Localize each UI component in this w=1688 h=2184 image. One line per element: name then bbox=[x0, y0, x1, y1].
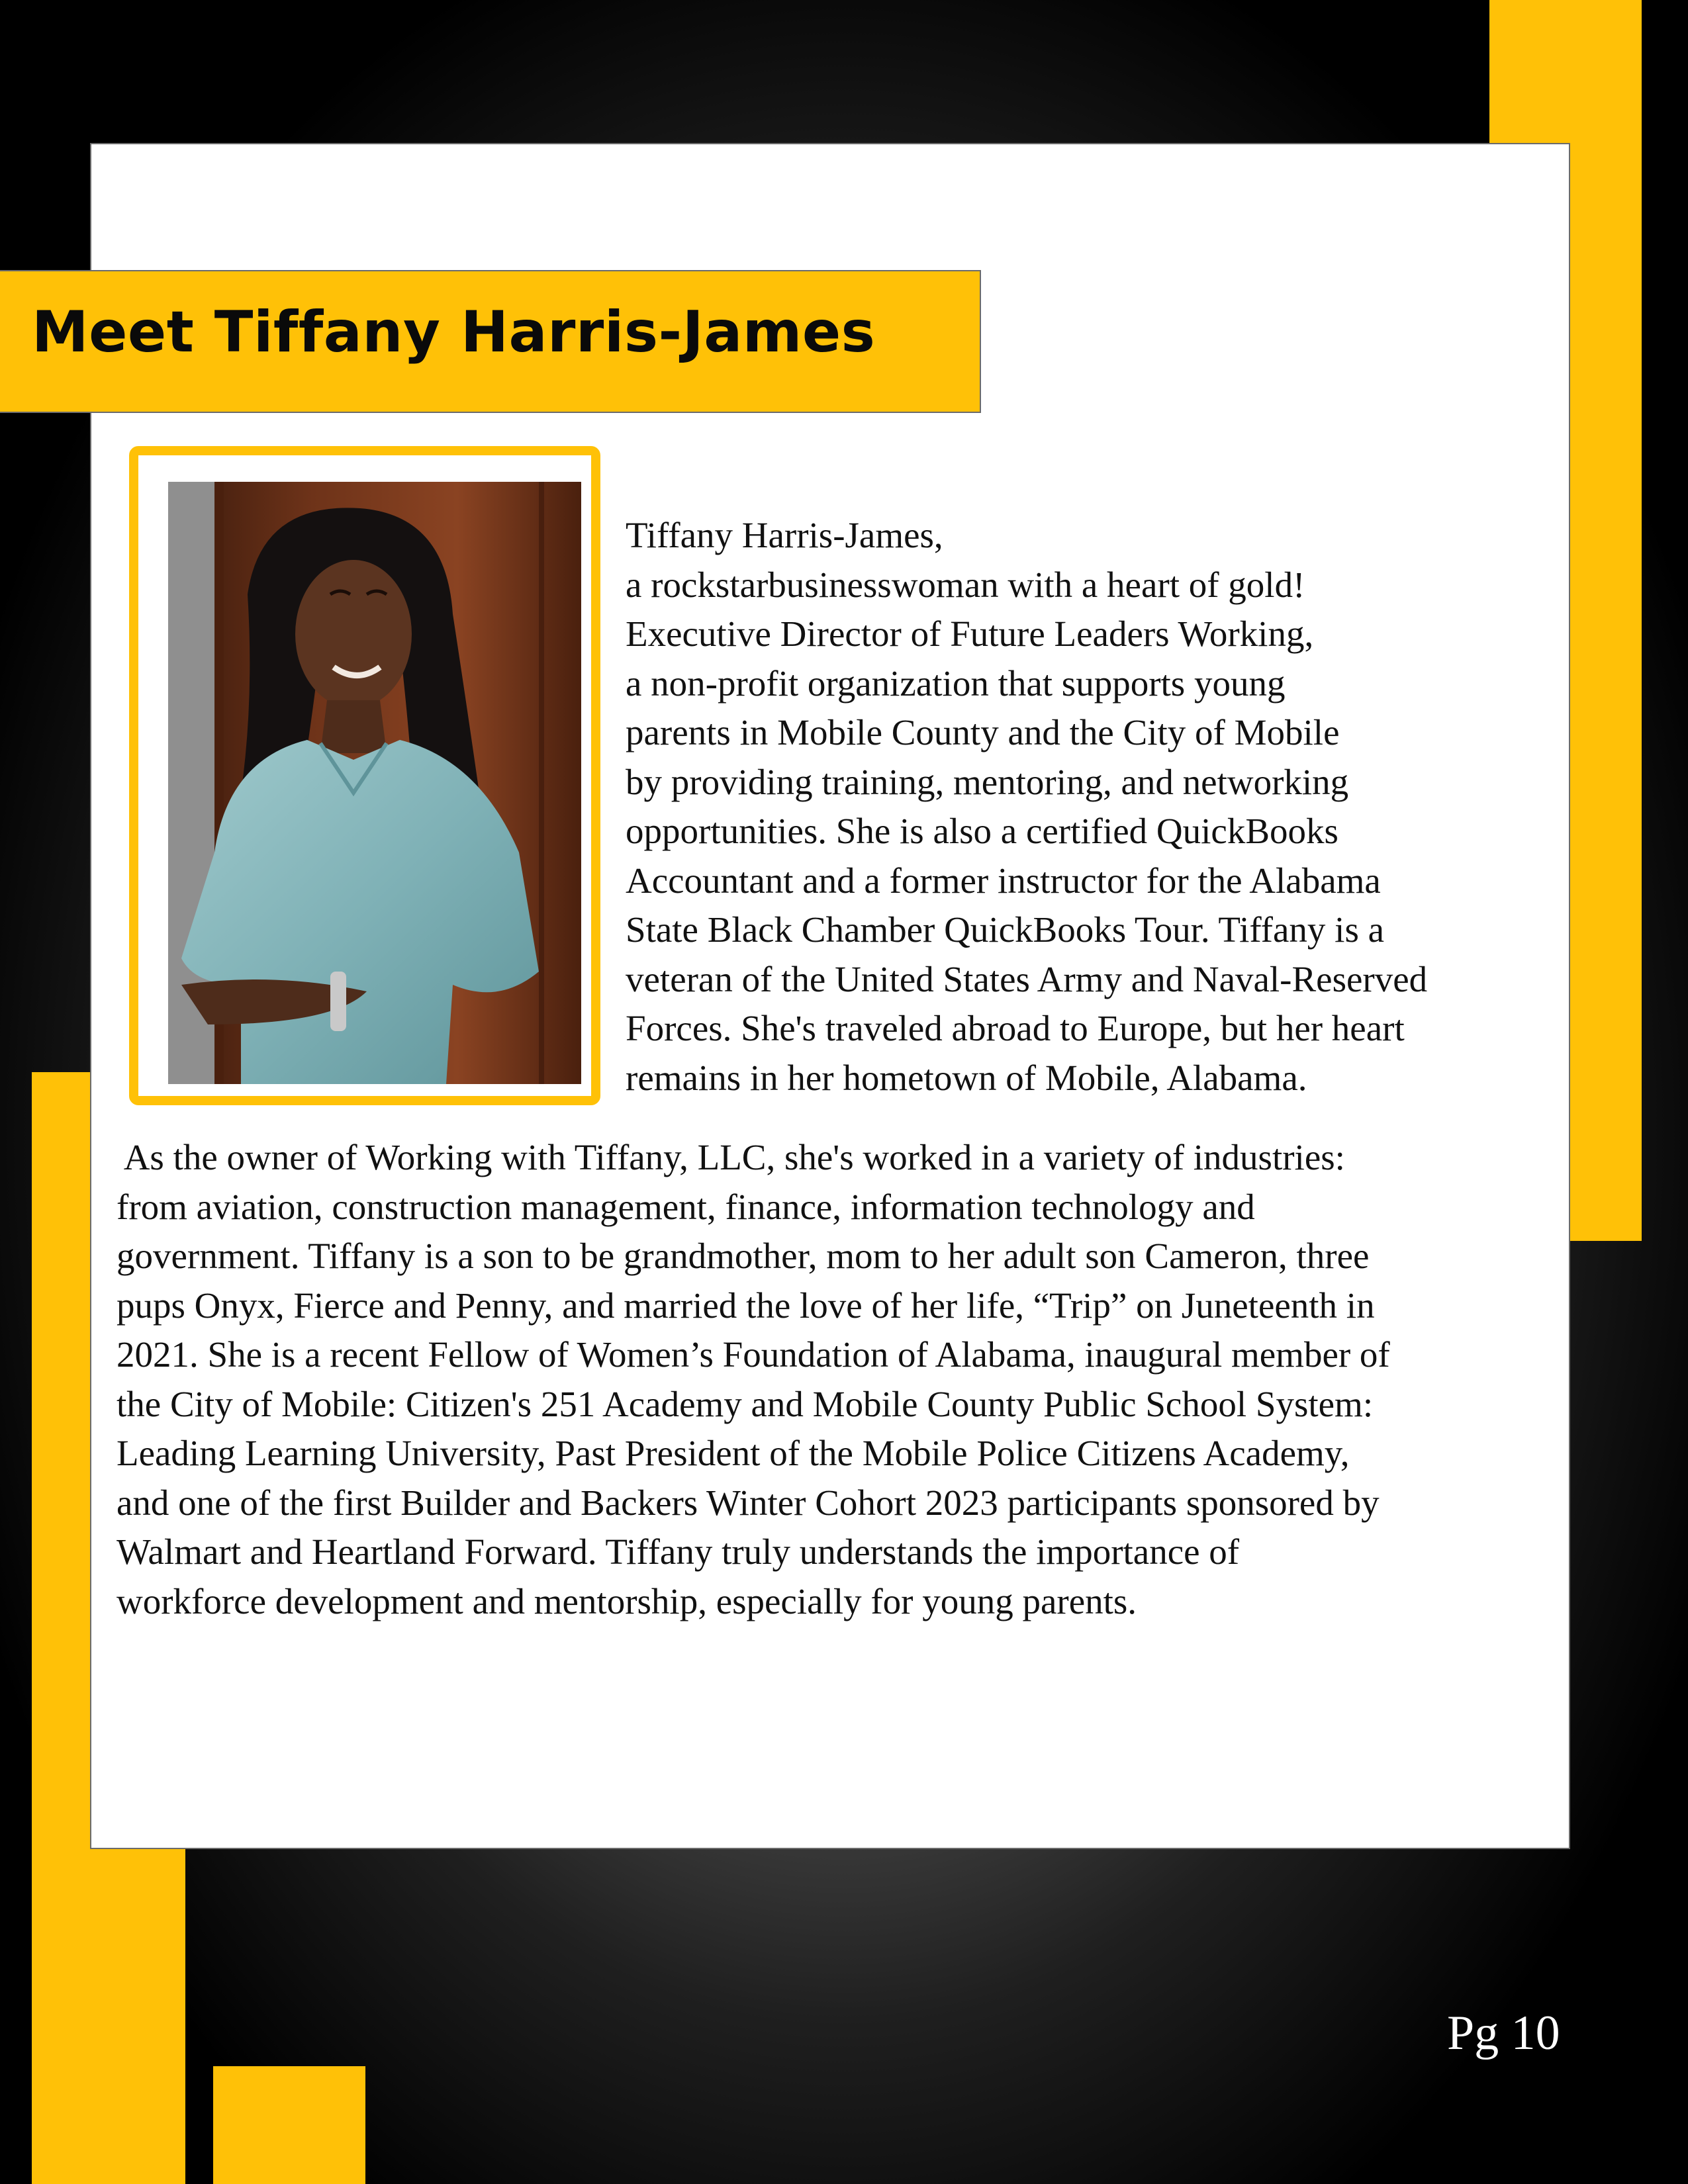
portrait-frame bbox=[129, 446, 600, 1105]
title-banner bbox=[0, 270, 981, 413]
intro-line: Tiffany Harris-James, bbox=[626, 515, 943, 555]
intro-line: opportunities. She is also a certified QuickBooks bbox=[626, 811, 1338, 851]
intro-line: by providing training, mentoring, and networking bbox=[626, 761, 1349, 802]
decorative-square-bottom bbox=[213, 2066, 365, 2184]
intro-line: Executive Director of Future Leaders Working, bbox=[626, 614, 1314, 654]
intro-line: State Black Chamber QuickBooks Tour. Tiffany is a bbox=[626, 909, 1385, 950]
bio-line: As the owner of Working with Tiffany, LLC, she's worked in a variety of industries: bbox=[117, 1137, 1345, 1177]
bio-paragraph bbox=[117, 1133, 1560, 1626]
bio-line: from aviation, construction management, finance, information technology and bbox=[117, 1186, 1255, 1227]
intro-line: Forces. She's traveled abroad to Europe, but her heart bbox=[626, 1008, 1405, 1048]
intro-line: remains in her hometown of Mobile, Alabama. bbox=[626, 1057, 1307, 1098]
bio-line: Walmart and Heartland Forward. Tiffany truly understands the importance of bbox=[117, 1531, 1240, 1572]
bio-line: pups Onyx, Fierce and Penny, and married the love of her life, “Trip” on Juneteenth in bbox=[117, 1285, 1375, 1326]
bio-line: 2021. She is a recent Fellow of Women’s Foundation of Alabama, inaugural member of bbox=[117, 1334, 1390, 1375]
intro-line: veteran of the United States Army and Naval-Reserved bbox=[626, 958, 1428, 999]
intro-line: a non-profit organization that supports young bbox=[626, 662, 1286, 704]
intro-line: parents in Mobile County and the City of Mobile bbox=[626, 712, 1340, 752]
bio-line: the City of Mobile: Citizen's 251 Academy and Mobile County Public School System: bbox=[117, 1383, 1374, 1424]
bio-line: government. Tiffany is a son to be grandmother, mom to her adult son Cameron, three bbox=[117, 1236, 1370, 1276]
bio-line: and one of the first Builder and Backers Winter Cohort 2023 participants sponsored by bbox=[117, 1482, 1380, 1523]
intro-line: a rockstarbusinesswoman with a heart of gold! bbox=[626, 564, 1305, 605]
intro-paragraph bbox=[626, 511, 1552, 1103]
intro-line: Accountant and a former instructor for the Alabama bbox=[626, 860, 1381, 901]
page-title: Meet Tiffany Harris-James bbox=[32, 299, 876, 365]
bio-line: Leading Learning University, Past President of the Mobile Police Citizens Academy, bbox=[117, 1433, 1350, 1473]
bio-line: workforce development and mentorship, especially for young parents. bbox=[117, 1580, 1137, 1621]
portrait-photo bbox=[168, 482, 581, 1084]
page-number: Pg 10 bbox=[1447, 2006, 1560, 2060]
